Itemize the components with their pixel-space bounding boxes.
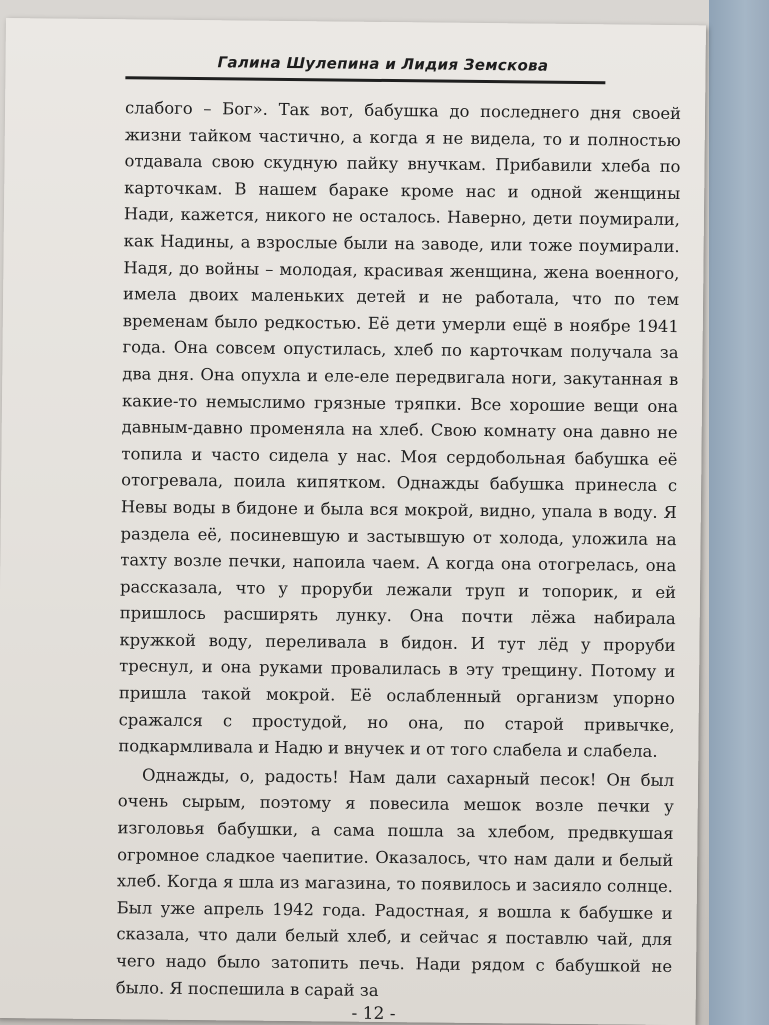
paragraph: Однажды, о, радость! Нам дали сахарный песок! Он был очень сырым, поэтому я повесила мешок возле печки у изголовья бабушки, а сама пошла за хлебом, предвкушая огромное сладкое чаепитие. Оказалось, что нам дали и белый хлеб. Когда я шла из магазина, то появилось и засияло солнце. Был уже апрель 1942 года. Радостная, я вошла к бабушке и сказала, что дали белый хлеб, и сейчас я поставлю чай, для чего надо было затопить печь. Нади рядом с бабушкой не было. Я поспешила в сарай за bbox=[115, 765, 675, 1000]
book-cover-edge bbox=[709, 0, 769, 1025]
page-number: - 12 - bbox=[351, 1003, 396, 1025]
body-text bbox=[116, 95, 681, 1007]
running-header bbox=[125, 52, 685, 98]
running-header-title: Галина Шулепина и Лидия Земскова bbox=[217, 53, 549, 75]
book-page bbox=[0, 18, 706, 1025]
paragraph-continued: слабого – Бог». Так вот, бабушка до последнего дня своей жизни тайком частично, а когда я не видела, то и полностью отдавала свою скудную пайку внучкам. Прибавили хлеба по карточкам. В нашем бараке кроме нас и одной женщины Нади, кажется, никого не осталось. Наверно, дети поумирали, как Надины, а взрослые были на заводе, или тоже поумирали. Надя, до войны – молодая, красивая женщина, жена военного, имела двоих маленьких детей и не работала, что по тем временам было редкостью. Её дети умерли ещё в ноябре 1941 года. Она совсем опустилась, хлеб по карточкам получала за два дня. Она опухла и еле-еле передвигала ноги, закутанная в какие-то немыслимо грязные тряпки. Все хорошие вещи она давным-давно променяла на хлеб. Свою комнату она давно не топила и часто сидела у нас. Моя сердобольная бабушка её отогревала, поила кипятком. Однажды бабушка принесла с Невы воды в бидоне и была вся мокрой, видно, упала в воду. Я раздела её, посиневшую и застывшую от холода, уложила на тахту возле печки, напоила чаем. А когда она отогрелась, она рассказала, что у проруби лежали труп и топорик, и ей пришлось расширять лунку. Она почти лёжа набирала кружкой воду, переливала в бидон. И тут лёд у проруби треснул, и она руками провалилась в эту трещину. Потому и пришла такой мокрой. Её ослабленный организм упорно сражался с простудой, но она, по старой привычке, подкармливала и Надю и внучек и от того слабела и слабела. bbox=[118, 98, 682, 762]
header-rule bbox=[125, 76, 605, 84]
